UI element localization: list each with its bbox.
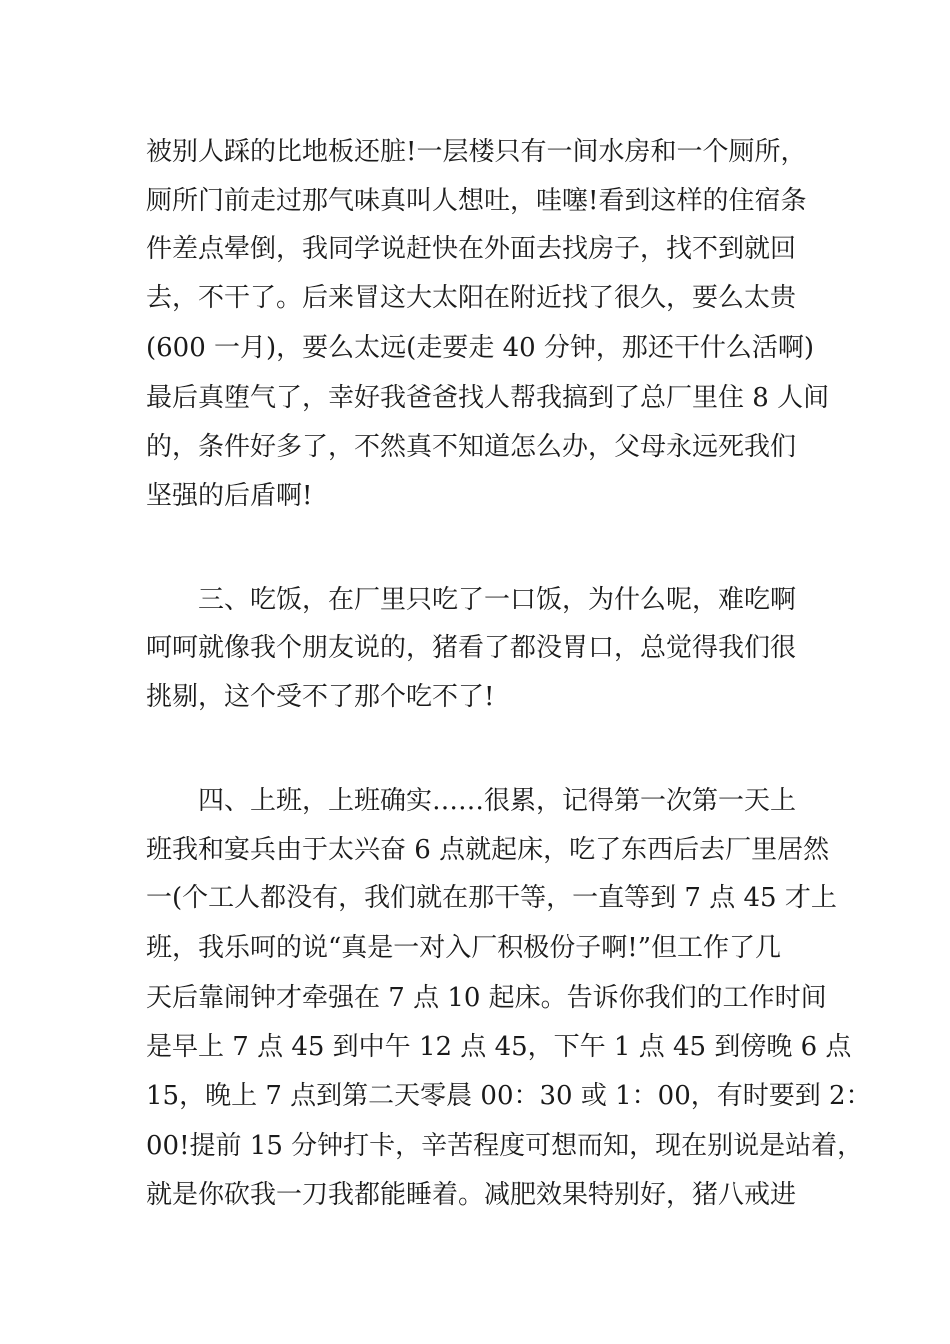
paragraph-2-line-1: 三、吃饭，在厂里只吃了一口饭，为什么呢，难吃啊 (198, 585, 797, 615)
paragraph-3-line-4: 班，我乐呵的说“真是一对入厂积极份子啊!”但工作了几 (146, 933, 782, 963)
paragraph-3-line-1: 四、上班，上班确实……很累，记得第一次第一天上 (198, 786, 797, 816)
paragraph-2-line-2: 呵呵就像我个朋友说的，猪看了都没胃口，总觉得我们很 (146, 633, 797, 663)
paragraph-1-line-3: 件差点晕倒，我同学说赶快在外面去找房子，找不到就回 (146, 234, 797, 264)
paragraph-3-line-5: 天后靠闹钟才牵强在 7 点 10 起床。告诉你我们的工作时间 (146, 983, 827, 1013)
paragraph-1-line-6: 最后真堕气了，幸好我爸爸找人帮我搞到了总厂里住 8 人间 (146, 383, 830, 413)
paragraph-3-line-2: 班我和宴兵由于太兴奋 6 点就起床，吃了东西后去厂里居然 (146, 835, 830, 865)
paragraph-3-line-9: 就是你砍我一刀我都能睡着。减肥效果特别好，猪八戒进 (146, 1180, 797, 1210)
paragraph-1-line-4: 去，不干了。后来冒这大太阳在附近找了很久，要么太贵 (146, 283, 797, 313)
paragraph-1-line-2: 厕所门前走过那气味真叫人想吐，哇噻!看到这样的住宿条 (146, 186, 807, 216)
paragraph-2-line-3: 挑剔，这个受不了那个吃不了! (146, 682, 495, 712)
paragraph-3-line-3: 一(个工人都没有，我们就在那干等，一直等到 7 点 45 才上 (146, 883, 837, 913)
paragraph-3-line-8: 00!提前 15 分钟打卡，辛苦程度可想而知，现在别说是站着， (146, 1131, 864, 1161)
paragraph-3-line-7: 15，晚上 7 点到第二天零晨 00：30 或 1：00，有时要到 2： (146, 1081, 872, 1111)
paragraph-1-line-8: 坚强的后盾啊! (146, 481, 313, 511)
paragraph-1-line-5: (600 一月)，要么太远(走要走 40 分钟，那还干什么活啊) (146, 333, 815, 363)
paragraph-1-line-1: 被别人踩的比地板还脏!一层楼只有一间水房和一个厕所， (146, 137, 807, 167)
paragraph-1-line-7: 的，条件好多了，不然真不知道怎么办，父母永远死我们 (146, 432, 797, 462)
paragraph-3-line-6: 是早上 7 点 45 到中午 12 点 45，下午 1 点 45 到傍晚 6 点 (146, 1032, 852, 1062)
